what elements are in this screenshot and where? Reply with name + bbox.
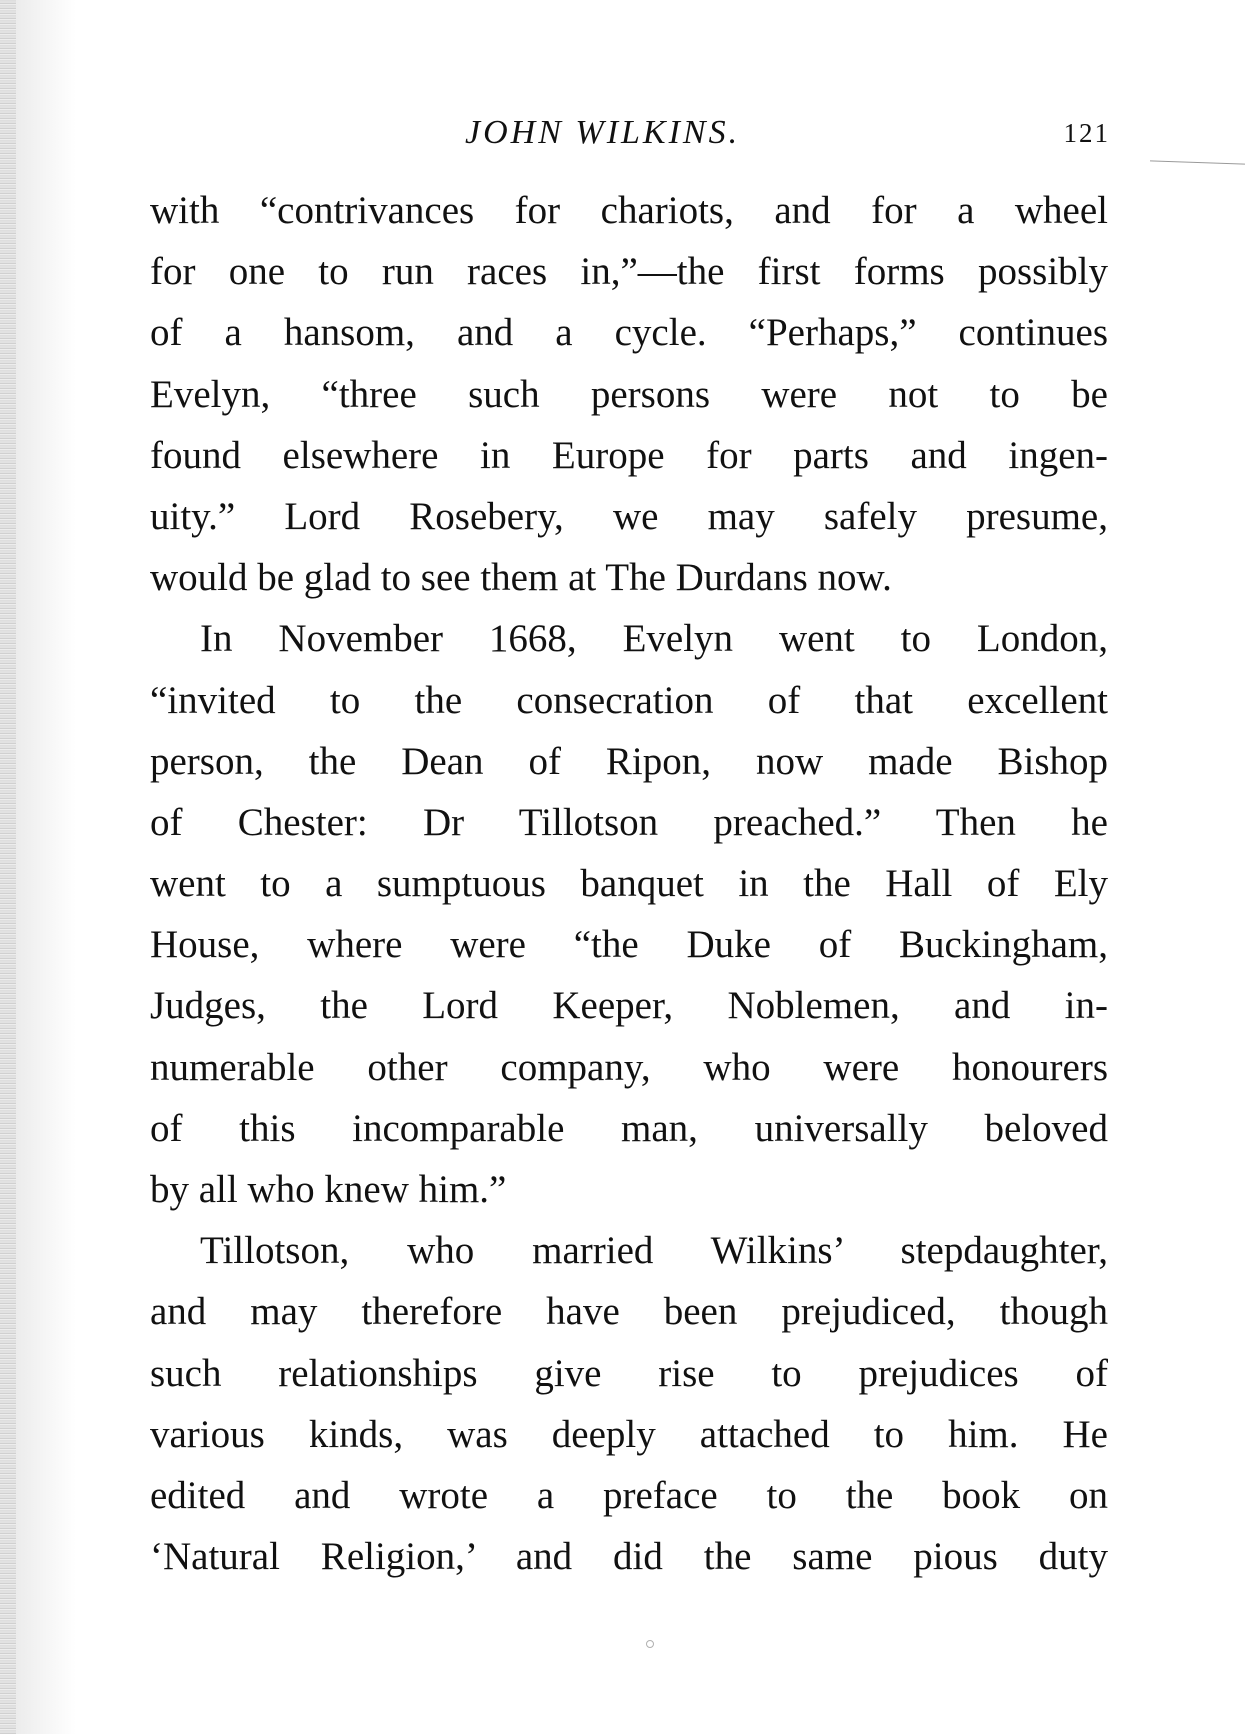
text-line: with “contrivances for chariots, and for a wheel bbox=[150, 189, 1108, 232]
body-text bbox=[150, 180, 1108, 1587]
stray-scan-mark bbox=[1150, 160, 1245, 164]
text-line: would be glad to see them at The Durdans now. bbox=[150, 556, 892, 600]
text-line: various kinds, was deeply attached to him. He bbox=[150, 1412, 1108, 1456]
text-line: “invited to the consecration of that excellent bbox=[150, 678, 1108, 722]
page-header bbox=[150, 108, 1110, 158]
text-line: Evelyn, “three such persons were not to be bbox=[150, 372, 1108, 416]
text-line: person, the Dean of Ripon, now made Bishop bbox=[150, 739, 1108, 783]
text-line: Judges, the Lord Keeper, Noblemen, and in- bbox=[150, 984, 1108, 1028]
text-line: House, where were “the Duke of Buckingham, bbox=[150, 923, 1108, 967]
scan-dust-mark bbox=[646, 1640, 654, 1648]
text-line: Tillotson, who married Wilkins’ stepdaughter, bbox=[200, 1229, 1108, 1273]
text-line: went to a sumptuous banquet in the Hall of Ely bbox=[150, 862, 1108, 906]
text-line: edited and wrote a preface to the book on bbox=[150, 1473, 1108, 1517]
running-title: JOHN WILKINS. bbox=[465, 114, 741, 151]
text-line: ‘Natural Religion,’ and did the same pious duty bbox=[150, 1535, 1108, 1579]
text-line: uity.” Lord Rosebery, we may safely presume, bbox=[150, 494, 1108, 538]
text-line: numerable other company, who were honourers bbox=[150, 1045, 1108, 1089]
text-line: of a hansom, and a cycle. “Perhaps,” continues bbox=[150, 311, 1108, 355]
text-line: for one to run races in,”—the first forms possibly bbox=[150, 250, 1108, 294]
text-line: of Chester: Dr Tillotson preached.” Then he bbox=[150, 800, 1108, 844]
text-line: such relationships give rise to prejudices of bbox=[150, 1351, 1108, 1395]
text-line: and may therefore have been prejudiced, though bbox=[150, 1290, 1108, 1334]
text-line: found elsewhere in Europe for parts and ingen- bbox=[150, 433, 1108, 477]
text-line: of this incomparable man, universally beloved bbox=[150, 1106, 1108, 1150]
page-number: 121 bbox=[1063, 118, 1110, 148]
scan-edge-shadow bbox=[0, 0, 16, 1734]
text-line: In November 1668, Evelyn went to London, bbox=[200, 617, 1108, 661]
text-line: by all who knew him.” bbox=[150, 1168, 507, 1211]
scan-edge-fade bbox=[16, 0, 76, 1734]
